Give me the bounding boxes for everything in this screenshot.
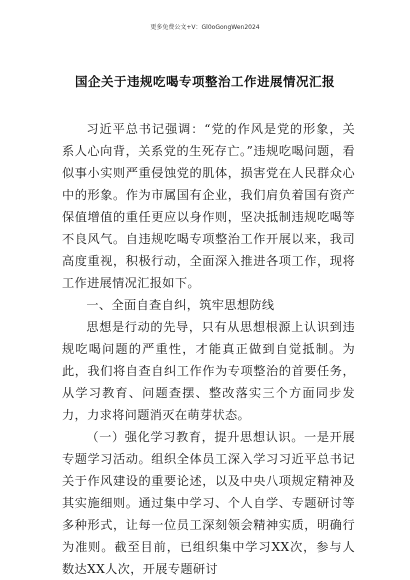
document-body — [62, 118, 355, 580]
intro-paragraph: 习近平总书记强调：“党的作风是党的形象，关系人心向背，关系党的生死存亡。”违规吃喝问题，看似事小实则严重侵蚀党的肌体，损害党在人民群众心中的形象。作为市属国有企业，我们肩负着国有资产保值增值的重任更应以身作则，坚决抵制违规吃喝等不良风气。自违规吃喝专项整治工作开展以来，我司高度重视，积极行动，全面深入推进各项工作，现将工作进展情况汇报如下。 — [62, 122, 355, 290]
section-heading-1: 一、全面自查自纠，筑牢思想防线 — [86, 298, 275, 312]
section1-paragraph: 思想是行动的先导，只有从思想根源上认识到违规吃喝问题的严重性，才能真正做到自觉抵制。为此，我们将自查自纠工作作为专项整治的首要任务，从学习教育、问题查摆、整改落实三个方面同步发力，力求将问题消灭在萌芽状态。 — [62, 320, 355, 422]
subsection-paragraph: （一）强化学习教育，提升思想认识。一是开展专题学习活动。组织全体员工深入学习习近平总书记关于作风建设的重要论述，以及中央八项规定精神及其实施细则。通过集中学习、个人自学、专题研讨等多种形式，让每一位员工深刻领会精神实质，明确行为准则。截至目前，已组织集中学习XX次，参与人数达XX人次，开展专题研讨 — [62, 430, 355, 576]
document-title: 国企关于违规吃喝专项整治工作进展情况汇报 — [74, 74, 335, 89]
page-header-note: 更多免费公文+V：Gl0oGongWen2024 — [150, 24, 260, 31]
